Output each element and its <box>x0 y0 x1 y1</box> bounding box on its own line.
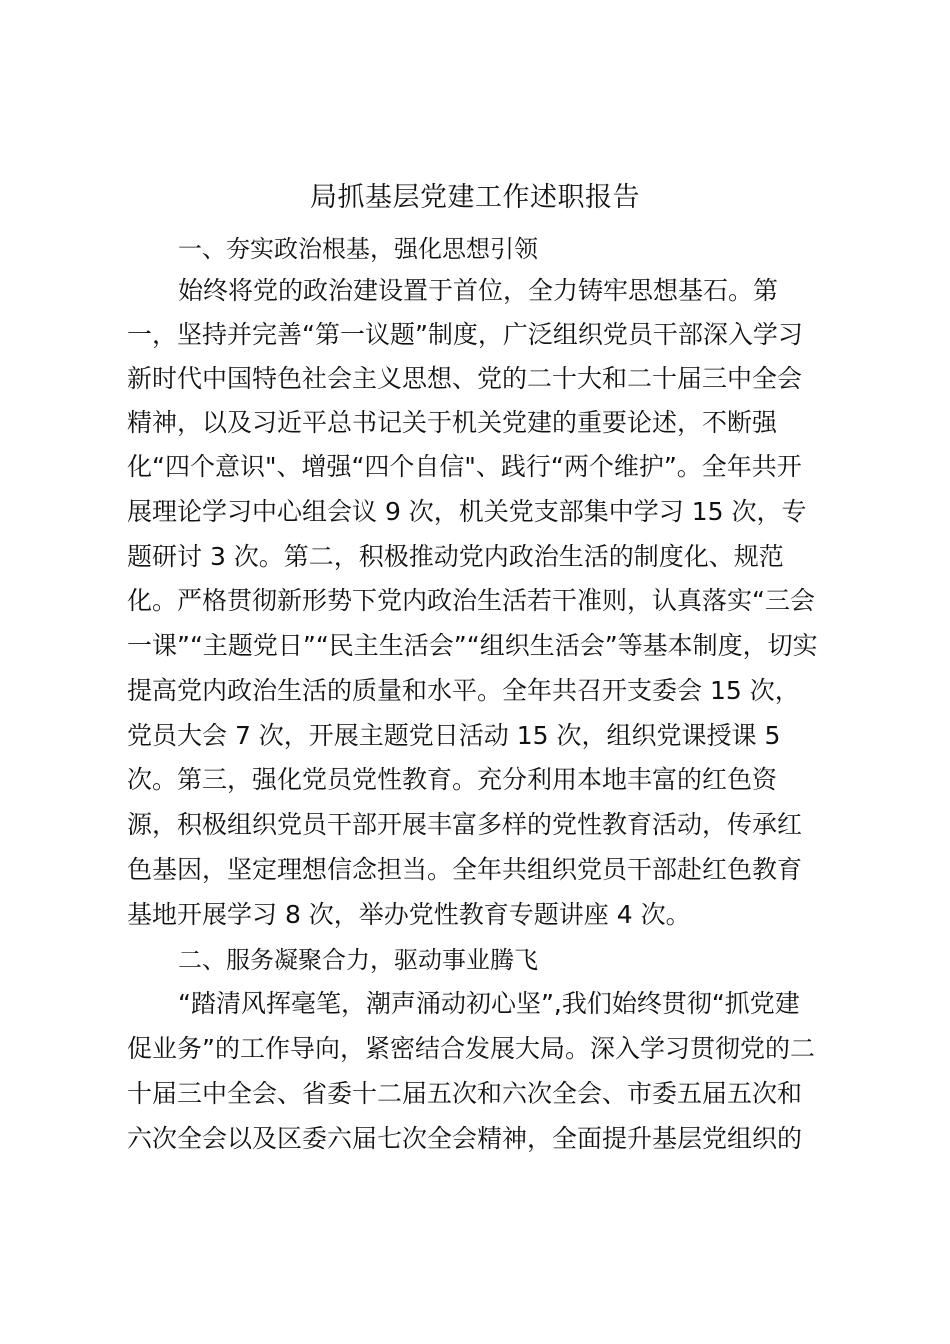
paragraph-line: 促业务”的工作导向，紧密结合发展大局。深入学习贯彻党的二 <box>127 1034 815 1063</box>
paragraph-line: 十届三中全会、省委十二届五次和六次全会、市委五届五次和 <box>127 1079 803 1108</box>
paragraph-line: 源，积极组织党员干部开展丰富多样的党性教育活动，传承红 <box>127 810 803 839</box>
paragraph-line: “踏清风挥毫笔，潮声涌动初心坚”,我们始终贯彻“抓党建 <box>178 989 800 1018</box>
paragraph-line: 化“四个意识"、增强“四个自信"、践行“两个维护”。全年共开 <box>127 452 802 481</box>
paragraph-line: 题研讨 3 次。第二，积极推动党内政治生活的制度化、规范 <box>127 542 784 571</box>
paragraph-line: 色基因，坚定理想信念担当。全年共组织党员干部赴红色教育 <box>127 855 803 884</box>
paragraph-line: 六次全会以及区委六届七次全会精神，全面提升基层党组织的 <box>127 1124 803 1153</box>
section-heading-2: 二、服务凝聚合力，驱动事业腾飞 <box>178 946 538 974</box>
paragraph-line: 提高党内政治生活的质量和水平。全年共召开支委会 15 次， <box>127 676 800 705</box>
paragraph-line: 次。第三，强化党员党性教育。充分利用本地丰富的红色资 <box>127 765 778 794</box>
section-heading-1: 一、夯实政治根基，强化思想引领 <box>178 235 538 263</box>
paragraph-line: 化。严格贯彻新形势下党内政治生活若干准则，认真落实“三会 <box>127 586 815 615</box>
paragraph-line: 一课”“主题党日”“民主生活会”“组织生活会”等基本制度，切实 <box>127 631 818 660</box>
paragraph-line: 基地开展学习 8 次，举办党性教育专题讲座 4 次。 <box>127 900 691 929</box>
paragraph-line: 精神，以及习近平总书记关于机关党建的重要论述，不断强 <box>127 408 778 437</box>
paragraph-line: 党员大会 7 次，开展主题党日活动 15 次，组织党课授课 5 <box>127 721 781 750</box>
paragraph-line: 展理论学习中心组会议 9 次，机关党支部集中学习 15 次，专 <box>127 497 807 526</box>
paragraph-line: 新时代中国特色社会主义思想、党的二十大和二十届三中全会 <box>127 364 803 393</box>
paragraph-line: 始终将党的政治建设置于首位，全力铸牢思想基石。第 <box>178 276 779 305</box>
document-title: 局抓基层党建工作述职报告 <box>310 182 640 213</box>
paragraph-line: 一，坚持并完善“第一议题”制度，广泛组织党员干部深入学习 <box>127 320 803 349</box>
